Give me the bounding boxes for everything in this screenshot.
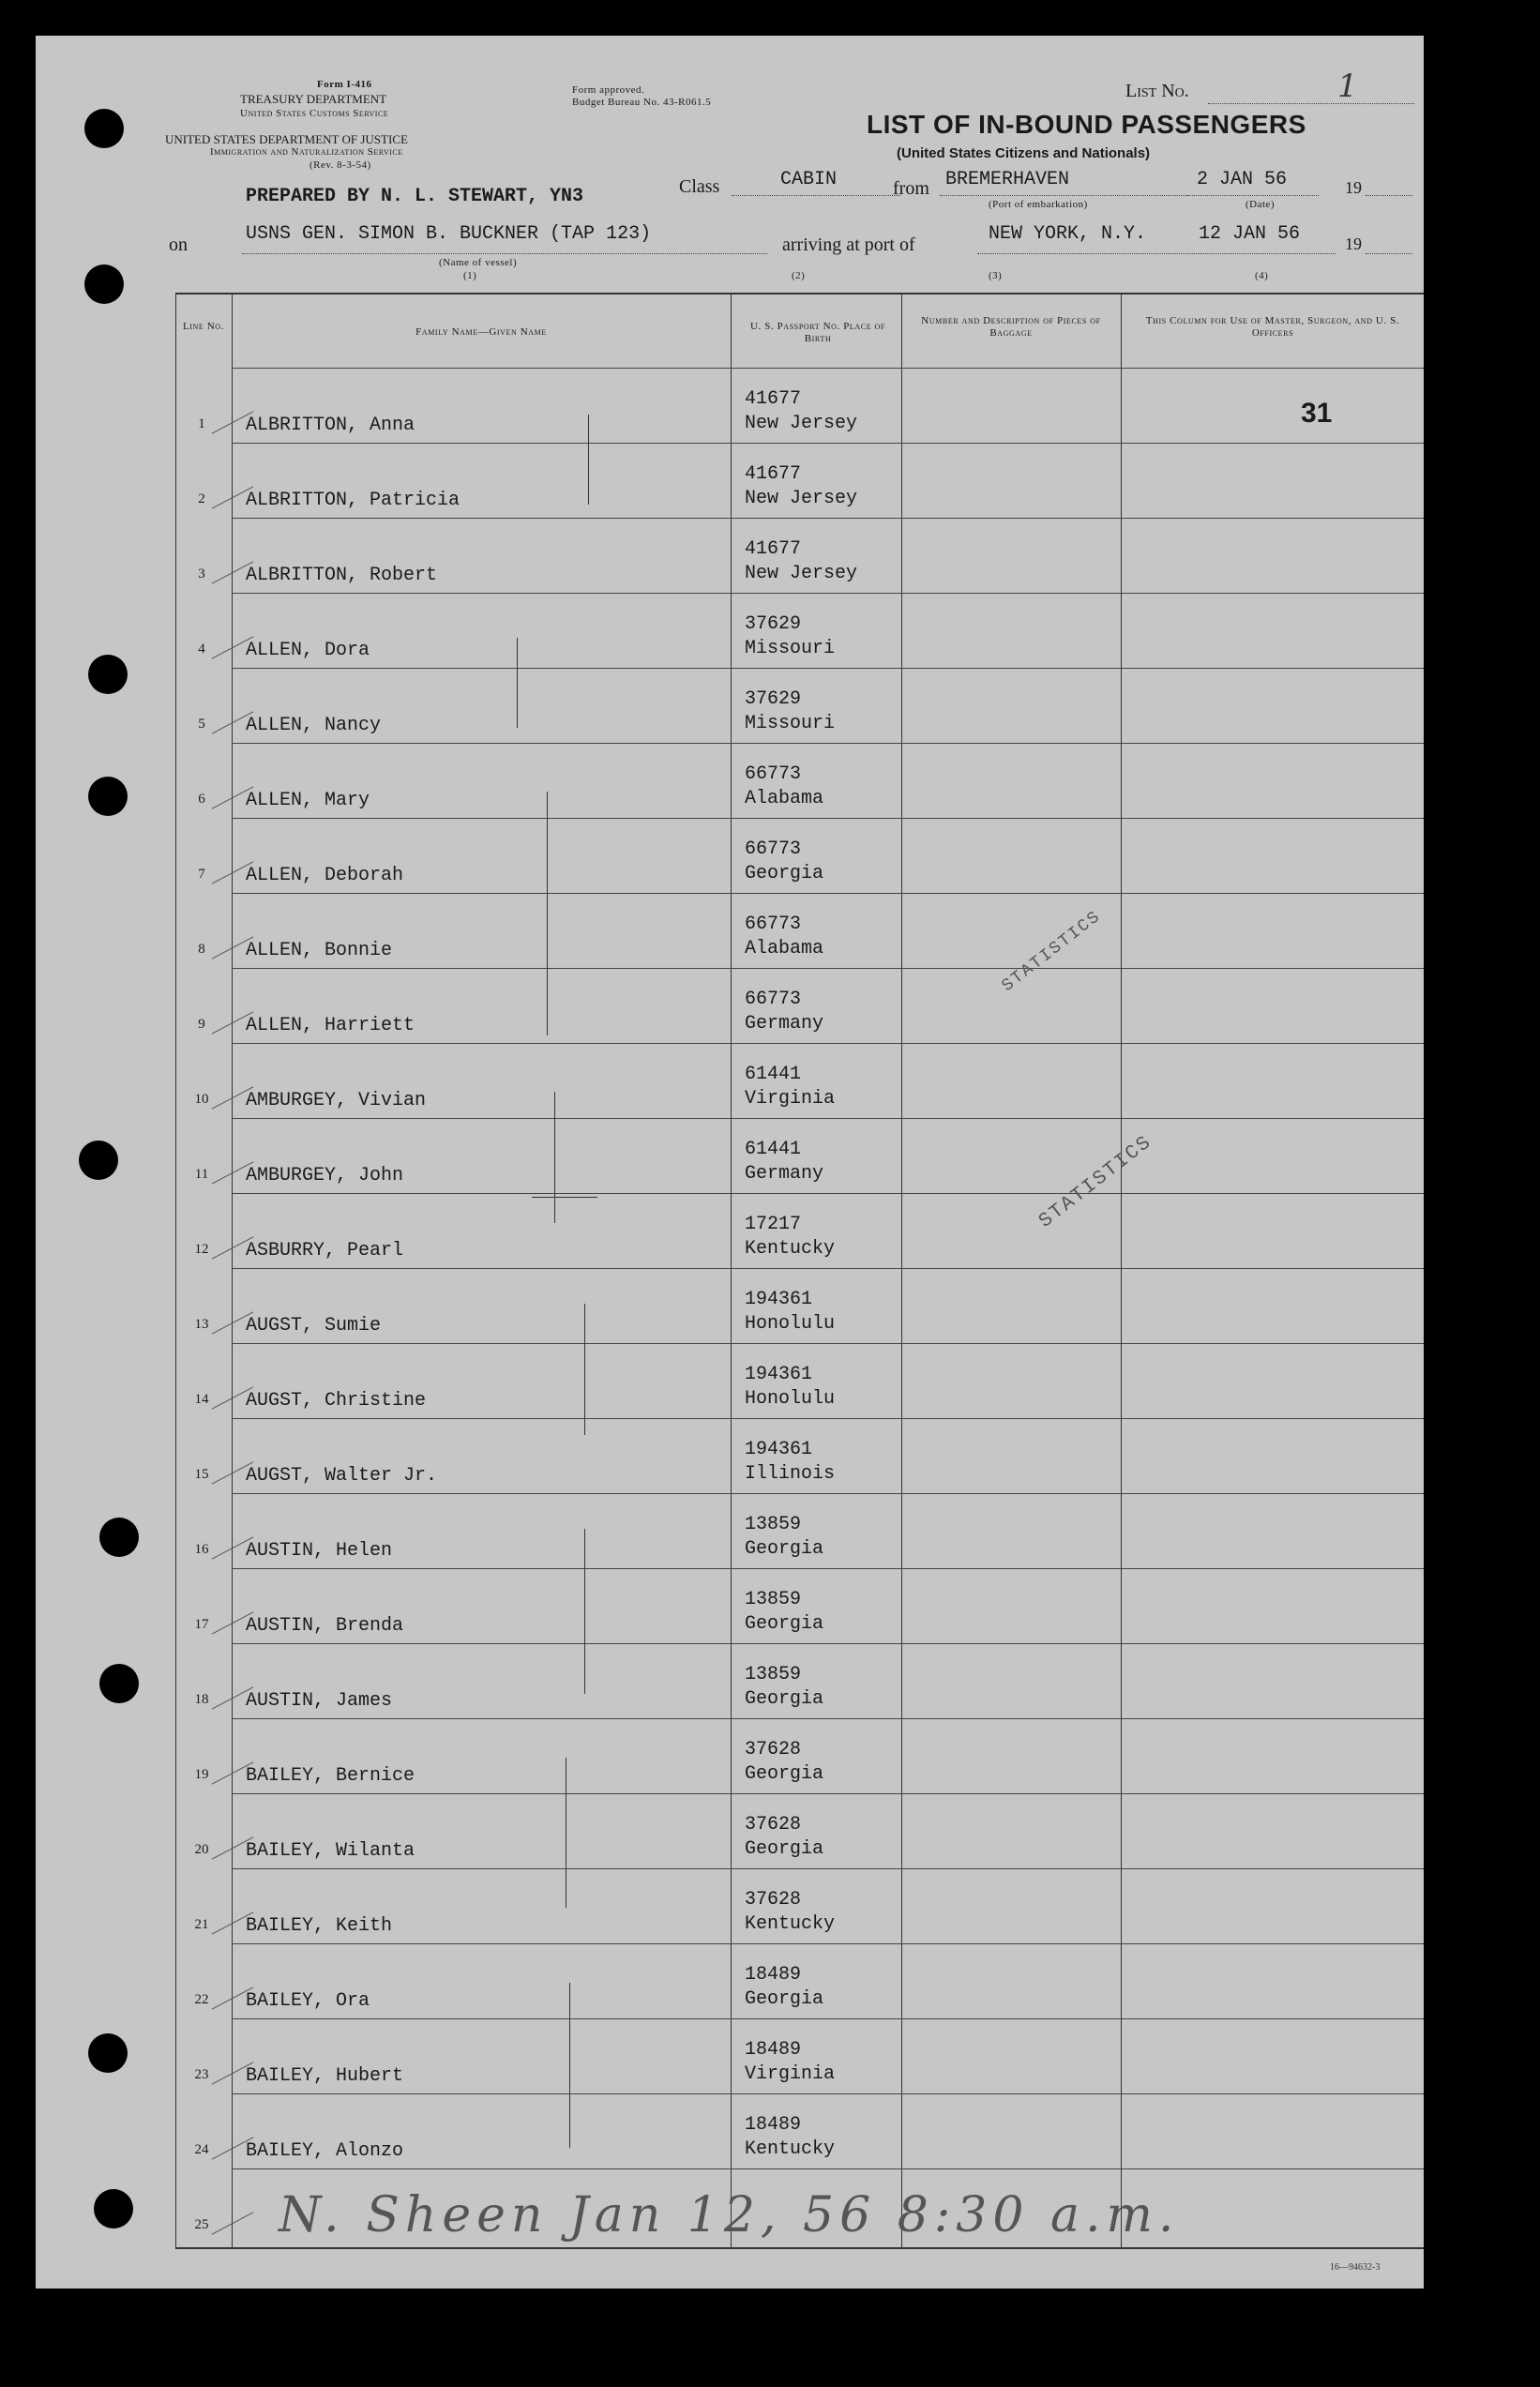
place-of-birth: Kentucky xyxy=(745,1913,836,1935)
col-number-1: (1) xyxy=(463,270,477,281)
passport-number: 37628 xyxy=(745,1889,802,1911)
place-of-birth: Illinois xyxy=(745,1463,836,1485)
passenger-name: ALLEN, Dora xyxy=(246,640,370,661)
row-rule xyxy=(232,1268,1424,1269)
place-of-birth: Missouri xyxy=(745,638,836,659)
handwritten-tick xyxy=(584,1304,585,1435)
statistics-stamp: STATISTICS xyxy=(1034,1131,1157,1233)
row-rule xyxy=(232,593,1424,594)
row-rule xyxy=(232,1868,1424,1869)
passenger-name: ALLEN, Harriett xyxy=(246,1015,415,1036)
row-rule xyxy=(232,1343,1424,1344)
col-number-4: (4) xyxy=(1255,270,1269,281)
year-suffix-2: 19 xyxy=(1345,234,1362,253)
table-row xyxy=(175,2095,1424,2170)
table-row xyxy=(175,670,1424,745)
table-row xyxy=(175,1495,1424,1570)
row-rule xyxy=(232,1043,1424,1044)
passenger-name: AUGST, Walter Jr. xyxy=(246,1465,438,1487)
line-number: 4 xyxy=(198,642,205,657)
passport-number: 37629 xyxy=(745,613,802,635)
footer-code: 16—94632-3 xyxy=(1330,2262,1381,2273)
class-underline xyxy=(732,195,900,196)
table-row xyxy=(175,1570,1424,1645)
passport-number: 37628 xyxy=(745,1739,802,1760)
embark-port: BREMERHAVEN xyxy=(945,169,1070,190)
handwritten-inspection-note: N. Sheen Jan 12, 56 8:30 a.m. xyxy=(279,2187,1180,2243)
ins-service: Immigration and Naturalization Service xyxy=(210,146,403,158)
on-label: on xyxy=(169,234,188,255)
line-number: 19 xyxy=(194,1767,209,1782)
passenger-name: ALLEN, Bonnie xyxy=(246,940,393,961)
customs-service: United States Customs Service xyxy=(240,108,389,119)
passport-number: 17217 xyxy=(745,1214,802,1235)
table-row xyxy=(175,745,1424,820)
statistics-stamp: STATISTICS xyxy=(998,907,1106,996)
passenger-name: BAILEY, Keith xyxy=(246,1915,393,1937)
line-number: 17 xyxy=(194,1617,209,1632)
handwritten-tick xyxy=(569,1983,570,2148)
line-number: 14 xyxy=(194,1392,209,1407)
passport-number: 66773 xyxy=(745,989,802,1010)
punch-hole xyxy=(88,2033,128,2073)
table-row xyxy=(175,1795,1424,1870)
table-row xyxy=(175,1870,1424,1945)
col-header-passport: U. S. Passport No. Place of Birth xyxy=(750,321,885,344)
date-caption: (Date) xyxy=(1246,199,1276,210)
table-row xyxy=(175,895,1424,970)
passenger-name: BAILEY, Alonzo xyxy=(246,2140,404,2162)
place-of-birth: Georgia xyxy=(745,1763,824,1785)
place-of-birth: Germany xyxy=(745,1163,824,1185)
table-row xyxy=(175,1045,1424,1120)
place-of-birth: Georgia xyxy=(745,863,824,884)
line-number: 16 xyxy=(194,1542,209,1557)
passenger-name: AUSTIN, Brenda xyxy=(246,1615,404,1637)
row-rule xyxy=(232,2093,1424,2094)
place-of-birth: Virginia xyxy=(745,1088,836,1110)
col-header-baggage: Number and Description of Pieces of Baggage xyxy=(921,315,1101,339)
col-header-officers: This Column for Use of Master, Surgeon, and U. S. Officers xyxy=(1145,315,1400,339)
form-number: Form I-416 xyxy=(317,79,372,90)
passenger-name: ALLEN, Mary xyxy=(246,790,370,811)
line-number: 21 xyxy=(194,1917,209,1932)
passport-number: 194361 xyxy=(745,1439,813,1460)
vessel-caption: (Name of vessel) xyxy=(439,257,518,268)
table-row xyxy=(175,1645,1424,1720)
table-row xyxy=(175,1945,1424,2020)
justice-dept: UNITED STATES DEPARTMENT OF JUSTICE xyxy=(165,132,408,146)
handwritten-cross xyxy=(532,1197,597,1198)
handwritten-tick xyxy=(588,415,589,505)
passenger-name: BAILEY, Bernice xyxy=(246,1765,415,1787)
arriving-label: arriving at port of xyxy=(782,234,915,255)
line-number: 23 xyxy=(194,2067,209,2082)
punch-hole xyxy=(84,109,124,148)
passenger-name: BAILEY, Ora xyxy=(246,1990,370,2012)
passport-number: 66773 xyxy=(745,838,802,860)
year-suffix-1: 19 xyxy=(1345,178,1362,197)
passenger-name: ALLEN, Nancy xyxy=(246,715,382,736)
punch-hole xyxy=(94,2189,133,2228)
from-label: from xyxy=(893,178,929,199)
arrival-port: NEW YORK, N.Y. xyxy=(989,223,1147,245)
place-of-birth: New Jersey xyxy=(745,488,858,509)
embark-date-underline xyxy=(1187,195,1319,196)
table-row xyxy=(175,520,1424,595)
place-of-birth: Alabama xyxy=(745,938,824,959)
passport-number: 41677 xyxy=(745,388,802,410)
year-underline-1 xyxy=(1366,195,1412,196)
place-of-birth: New Jersey xyxy=(745,413,858,434)
punch-hole xyxy=(79,1141,118,1180)
place-of-birth: New Jersey xyxy=(745,563,858,584)
col-header-line-no: Line No. xyxy=(182,321,225,332)
prepared-by: PREPARED BY N. L. STEWART, YN3 xyxy=(246,186,584,207)
list-no-underline xyxy=(1208,103,1414,104)
col-header-name: Family Name—Given Name xyxy=(415,326,547,338)
row-rule xyxy=(232,1193,1424,1194)
passport-number: 13859 xyxy=(745,1589,802,1610)
row-rule xyxy=(232,1943,1424,1944)
passport-number: 13859 xyxy=(745,1514,802,1535)
row-rule xyxy=(232,518,1424,519)
table-row xyxy=(175,1195,1424,1270)
line-number: 22 xyxy=(194,1992,209,2007)
revision-date: (Rev. 8-3-54) xyxy=(310,159,371,171)
place-of-birth: Georgia xyxy=(745,1538,824,1560)
punch-hole xyxy=(88,655,128,694)
line-number: 13 xyxy=(194,1317,209,1332)
table-row xyxy=(175,595,1424,670)
place-of-birth: Virginia xyxy=(745,2063,836,2085)
list-no-value: 1 xyxy=(1337,68,1358,105)
page-subtitle: (United States Citizens and Nationals) xyxy=(897,145,1151,161)
passenger-name: BAILEY, Hubert xyxy=(246,2065,404,2087)
passport-number: 37628 xyxy=(745,1814,802,1836)
budget-bureau: Budget Bureau No. 43-R061.5 xyxy=(572,97,712,108)
row-rule xyxy=(232,1793,1424,1794)
row-rule xyxy=(232,2168,1424,2169)
passenger-table xyxy=(175,293,1424,2249)
table-row xyxy=(175,370,1424,445)
passport-number: 13859 xyxy=(745,1664,802,1685)
line-number: 20 xyxy=(194,1842,209,1857)
passport-number: 66773 xyxy=(745,914,802,935)
place-of-birth: Georgia xyxy=(745,1988,824,2010)
punch-hole xyxy=(88,777,128,816)
table-row xyxy=(175,1345,1424,1420)
line-number: 1 xyxy=(198,416,205,431)
embark-date: 2 JAN 56 xyxy=(1197,169,1288,190)
treasury-dept: TREASURY DEPARTMENT xyxy=(240,92,387,106)
line-number: 18 xyxy=(194,1692,209,1707)
punch-hole xyxy=(84,264,124,304)
line-number: 7 xyxy=(198,867,205,882)
passport-number: 18489 xyxy=(745,2114,802,2136)
passenger-name: AMBURGEY, Vivian xyxy=(246,1090,427,1111)
table-row xyxy=(175,1720,1424,1795)
table-row xyxy=(175,1420,1424,1495)
line-number: 9 xyxy=(198,1017,205,1032)
place-of-birth: Honolulu xyxy=(745,1388,836,1410)
passport-number: 194361 xyxy=(745,1364,813,1385)
row-rule xyxy=(232,1493,1424,1494)
row-rule xyxy=(232,968,1424,969)
place-of-birth: Kentucky xyxy=(745,2138,836,2160)
class-label: Class xyxy=(679,176,720,197)
page-title: LIST OF IN-BOUND PASSENGERS xyxy=(867,110,1306,139)
handwritten-tick xyxy=(517,638,518,728)
place-of-birth: Georgia xyxy=(745,1613,824,1635)
line-number: 6 xyxy=(198,792,205,807)
table-row xyxy=(175,2020,1424,2095)
line-number: 25 xyxy=(194,2217,209,2232)
table-row xyxy=(175,970,1424,1045)
vessel-name: USNS GEN. SIMON B. BUCKNER (TAP 123) xyxy=(246,223,652,245)
arrival-underline xyxy=(977,253,1336,254)
row-rule xyxy=(232,2018,1424,2019)
place-of-birth: Honolulu xyxy=(745,1313,836,1335)
officer-count: 31 xyxy=(1301,398,1333,429)
passport-number: 18489 xyxy=(745,1964,802,1986)
handwritten-tick xyxy=(584,1529,585,1694)
line-number: 15 xyxy=(194,1467,209,1482)
line-number: 12 xyxy=(194,1242,209,1257)
passport-number: 194361 xyxy=(745,1289,813,1310)
year-underline-2 xyxy=(1366,253,1412,254)
place-of-birth: Georgia xyxy=(745,1688,824,1710)
passenger-name: BAILEY, Wilanta xyxy=(246,1840,415,1862)
place-of-birth: Germany xyxy=(745,1013,824,1035)
col-number-2: (2) xyxy=(792,270,806,281)
row-rule xyxy=(232,668,1424,669)
passenger-name: AUGST, Christine xyxy=(246,1390,427,1412)
list-no-label: List No. xyxy=(1125,81,1189,101)
embark-underline xyxy=(940,195,1221,196)
arrival-date: 12 JAN 56 xyxy=(1199,223,1301,245)
passport-number: 41677 xyxy=(745,463,802,485)
row-rule xyxy=(232,893,1424,894)
passenger-name: AUSTIN, Helen xyxy=(246,1540,393,1562)
row-rule xyxy=(232,1118,1424,1119)
row-rule xyxy=(232,443,1424,444)
line-number: 2 xyxy=(198,491,205,506)
row-rule xyxy=(232,818,1424,819)
row-rule xyxy=(232,1643,1424,1644)
handwritten-tick xyxy=(554,1092,555,1223)
table-row xyxy=(175,1120,1424,1195)
form-approved: Form approved. xyxy=(572,84,645,96)
row-rule xyxy=(232,743,1424,744)
passenger-name: ALBRITTON, Robert xyxy=(246,565,438,586)
line-number: 3 xyxy=(198,567,205,582)
place-of-birth: Georgia xyxy=(745,1838,824,1860)
header-rule xyxy=(232,368,1424,369)
vessel-underline xyxy=(242,253,767,254)
line-number: 10 xyxy=(194,1092,209,1107)
passenger-name: ASBURRY, Pearl xyxy=(246,1240,404,1261)
punch-hole xyxy=(99,1518,139,1557)
passenger-name: ALBRITTON, Anna xyxy=(246,415,415,436)
passport-number: 66773 xyxy=(745,763,802,785)
handwritten-tick xyxy=(547,792,548,1035)
passport-number: 61441 xyxy=(745,1139,802,1160)
table-row xyxy=(175,820,1424,895)
embark-caption: (Port of embarkation) xyxy=(989,199,1088,210)
col-number-3: (3) xyxy=(989,270,1003,281)
passenger-name: ALBRITTON, Patricia xyxy=(246,490,460,511)
class-value: CABIN xyxy=(780,169,838,190)
line-number: 11 xyxy=(194,1167,209,1182)
passport-number: 18489 xyxy=(745,2039,802,2061)
passport-number: 37629 xyxy=(745,688,802,710)
punch-hole xyxy=(99,1664,139,1703)
passenger-name: AMBURGEY, John xyxy=(246,1165,404,1186)
line-number: 8 xyxy=(198,942,205,957)
line-number: 5 xyxy=(198,717,205,732)
table-row xyxy=(175,445,1424,520)
passenger-name: AUSTIN, James xyxy=(246,1690,393,1712)
passenger-name: ALLEN, Deborah xyxy=(246,865,404,886)
row-rule xyxy=(232,1718,1424,1719)
place-of-birth: Alabama xyxy=(745,788,824,809)
place-of-birth: Missouri xyxy=(745,713,836,734)
row-rule xyxy=(232,1418,1424,1419)
row-rule xyxy=(232,1568,1424,1569)
line-number: 24 xyxy=(194,2142,209,2157)
table-row xyxy=(175,1270,1424,1345)
passport-number: 61441 xyxy=(745,1064,802,1085)
place-of-birth: Kentucky xyxy=(745,1238,836,1260)
passport-number: 41677 xyxy=(745,538,802,560)
passenger-name: AUGST, Sumie xyxy=(246,1315,382,1337)
